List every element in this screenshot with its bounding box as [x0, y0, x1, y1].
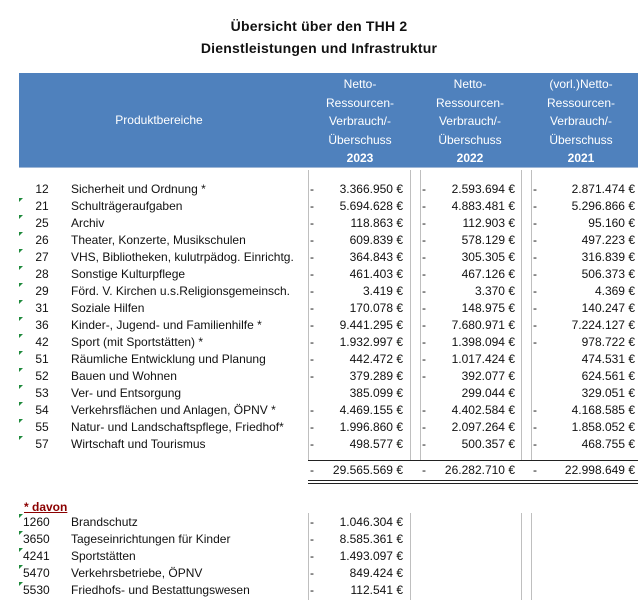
table-row	[0, 266, 638, 283]
value-2023: 1.932.997 €	[339, 335, 403, 349]
dash: -	[310, 463, 314, 477]
row-name: Brandschutz	[71, 515, 138, 529]
value-2022: 299.044 €	[461, 386, 515, 400]
table-row	[0, 351, 638, 368]
dash: -	[422, 182, 426, 196]
header-line: Netto-	[343, 77, 377, 91]
header-year: 2022	[456, 151, 484, 165]
table-row	[0, 232, 638, 249]
row-number: 42	[35, 335, 49, 349]
value-2021: 506.373 €	[581, 267, 635, 281]
davon-row	[0, 565, 638, 582]
total-top-rule	[308, 460, 638, 461]
header-year: 2021	[567, 151, 595, 165]
row-number: 27	[35, 250, 49, 264]
value-2021: 1.858.052 €	[571, 420, 635, 434]
dash: -	[310, 301, 314, 315]
row-number: 54	[35, 403, 49, 417]
dash: -	[422, 318, 426, 332]
table-row	[0, 368, 638, 385]
value-2021: 468.755 €	[581, 437, 635, 451]
dash: -	[310, 532, 314, 546]
total-2022: 26.282.710 €	[444, 463, 515, 477]
table-row	[0, 385, 638, 402]
table-row	[0, 300, 638, 317]
header-col-2022	[411, 75, 529, 168]
value-2023: 609.839 €	[349, 233, 403, 247]
table-row	[0, 249, 638, 266]
header-line: Überschuss	[328, 132, 392, 147]
value-2023: 364.843 €	[349, 250, 403, 264]
davon-value: 1.493.097 €	[339, 549, 403, 563]
value-2022: 305.305 €	[461, 250, 515, 264]
dash: -	[422, 335, 426, 349]
dash: -	[422, 352, 426, 366]
value-2021: 4.369 €	[594, 284, 635, 298]
value-2022: 500.357 €	[461, 437, 515, 451]
dash: -	[533, 420, 537, 434]
row-number: 1260	[23, 515, 50, 529]
dash: -	[310, 182, 314, 196]
dash: -	[533, 250, 537, 264]
davon-value: 112.541 €	[350, 583, 403, 597]
row-name: Verkehrsbetriebe, ÖPNV	[71, 566, 203, 580]
header-line: Überschuss	[549, 132, 613, 147]
dash: -	[310, 549, 314, 563]
table-row	[0, 283, 638, 300]
table-row	[0, 198, 638, 215]
row-number: 52	[35, 369, 49, 383]
value-2021: 4.168.585 €	[571, 403, 635, 417]
dash: -	[422, 233, 426, 247]
table-header	[19, 73, 638, 167]
row-number: 29	[35, 284, 49, 298]
value-2021: 978.722 €	[581, 335, 635, 349]
value-2023: 3.366.950 €	[339, 182, 403, 196]
dash: -	[310, 318, 314, 332]
dash: -	[533, 403, 537, 417]
davon-row	[0, 548, 638, 565]
davon-value: 849.424 €	[349, 566, 403, 580]
dash: -	[422, 284, 426, 298]
header-produktbereiche: Produktbereiche	[115, 113, 203, 127]
value-2021: 5.296.866 €	[571, 199, 635, 213]
value-2022: 1.017.424 €	[451, 352, 515, 366]
value-2023: 5.694.628 €	[339, 199, 403, 213]
row-name: Soziale Hilfen	[71, 301, 145, 315]
table-row	[0, 215, 638, 232]
value-2023: 170.078 €	[349, 301, 403, 315]
row-number: 57	[35, 437, 49, 451]
davon-row	[0, 514, 638, 531]
table-row	[0, 181, 638, 198]
dash: -	[310, 284, 314, 298]
dash: -	[310, 515, 314, 529]
dash: -	[533, 182, 537, 196]
dash: -	[310, 403, 314, 417]
dash: -	[422, 437, 426, 451]
total-double-rule	[308, 483, 638, 484]
value-2022: 3.370 €	[474, 284, 515, 298]
dash: -	[310, 583, 314, 597]
row-name: Tageseinrichtungen für Kinder	[71, 532, 231, 546]
row-name: Theater, Konzerte, Musikschulen	[71, 233, 246, 247]
row-name: Sportstätten	[71, 549, 136, 563]
row-number: 53	[35, 386, 49, 400]
header-line: Netto-	[453, 77, 487, 91]
total-double-rule	[308, 480, 638, 481]
page-title: Übersicht über den THH 2	[230, 18, 408, 34]
value-2023: 379.289 €	[349, 369, 403, 383]
row-number: 36	[35, 318, 49, 332]
row-number: 31	[35, 301, 49, 315]
dash: -	[422, 216, 426, 230]
dash: -	[533, 284, 537, 298]
dash: -	[533, 437, 537, 451]
value-2023: 461.403 €	[349, 267, 403, 281]
dash: -	[533, 267, 537, 281]
row-name: Natur- und Landschaftspflege, Friedhof*	[71, 420, 284, 434]
row-number: 5470	[23, 566, 50, 580]
dash: -	[533, 335, 537, 349]
value-2022: 4.883.481 €	[451, 199, 515, 213]
value-2021: 474.531 €	[581, 352, 635, 366]
value-2023: 385.099 €	[349, 386, 403, 400]
dash: -	[422, 267, 426, 281]
dash: -	[310, 216, 314, 230]
value-2021: 316.839 €	[581, 250, 635, 264]
header-col-2023	[301, 75, 419, 168]
row-name: Sport (mit Sportstätten) *	[71, 335, 204, 349]
row-name: Friedhofs- und Bestattungswesen	[71, 583, 250, 597]
dash: -	[533, 199, 537, 213]
row-name: Räumliche Entwicklung und Planung	[71, 352, 266, 366]
row-number: 4241	[23, 549, 50, 563]
value-2021: 329.051 €	[581, 386, 635, 400]
value-2022: 467.126 €	[461, 267, 515, 281]
dash: -	[310, 566, 314, 580]
header-col-2021	[522, 75, 638, 168]
row-name: Sonstige Kulturpflege	[71, 267, 186, 281]
table-row	[0, 402, 638, 419]
header-line: Überschuss	[438, 132, 502, 147]
value-2021: 624.561 €	[581, 369, 635, 383]
value-2022: 2.593.694 €	[451, 182, 515, 196]
value-2023: 9.441.295 €	[339, 318, 403, 332]
value-2023: 3.419 €	[362, 284, 403, 298]
header-rule	[19, 167, 638, 168]
dash: -	[310, 437, 314, 451]
row-number: 3650	[23, 532, 50, 546]
davon-row	[0, 531, 638, 548]
page-subtitle: Dienstleistungen und Infrastruktur	[200, 40, 438, 56]
table-row	[0, 334, 638, 351]
value-2022: 578.129 €	[461, 233, 515, 247]
dash: -	[310, 233, 314, 247]
dash: -	[422, 403, 426, 417]
header-line: Verbrauch/-	[438, 114, 502, 128]
header-line: Ressourcen-	[325, 95, 395, 110]
row-number: 21	[35, 199, 49, 213]
value-2023: 4.469.155 €	[339, 403, 403, 417]
value-2022: 2.097.264 €	[451, 420, 515, 434]
row-number: 28	[35, 267, 49, 281]
header-line: Ressourcen-	[435, 95, 505, 110]
row-number: 12	[35, 182, 49, 196]
value-2023: 118.863 €	[350, 216, 403, 230]
value-2022: 112.903 €	[462, 216, 515, 230]
dash: -	[422, 420, 426, 434]
dash: -	[422, 301, 426, 315]
davon-value: 1.046.304 €	[339, 515, 403, 529]
value-2023: 442.472 €	[349, 352, 403, 366]
value-2021: 7.224.127 €	[571, 318, 635, 332]
row-name: Förd. V. Kirchen u.s.Religionsgemeinsch.	[71, 284, 290, 298]
row-name: Schulträgeraufgaben	[71, 199, 183, 213]
header-line: (vorl.)Netto-	[549, 77, 613, 91]
row-name: Wirtschaft und Tourismus	[71, 437, 206, 451]
dash: -	[310, 250, 314, 264]
row-name: Verkehrsflächen und Anlagen, ÖPNV *	[71, 403, 276, 417]
row-name: Kinder-, Jugend- und Familienhilfe *	[71, 318, 262, 332]
value-2021: 497.223 €	[581, 233, 635, 247]
dash: -	[310, 335, 314, 349]
table-row	[0, 419, 638, 436]
value-2022: 392.077 €	[461, 369, 515, 383]
dash: -	[310, 352, 314, 366]
header-year: 2023	[346, 151, 374, 165]
table-row	[0, 317, 638, 334]
dash: -	[422, 250, 426, 264]
row-name: Ver- und Entsorgung	[71, 386, 182, 400]
value-2022: 1.398.094 €	[451, 335, 515, 349]
dash: -	[533, 318, 537, 332]
value-2023: 1.996.860 €	[339, 420, 403, 434]
header-line: Verbrauch/-	[328, 114, 392, 128]
value-2022: 4.402.584 €	[451, 403, 515, 417]
row-number: 26	[35, 233, 49, 247]
row-number: 55	[35, 420, 49, 434]
dash: -	[422, 463, 426, 477]
value-2022: 148.975 €	[461, 301, 515, 315]
table-row	[0, 436, 638, 453]
total-row	[0, 462, 638, 479]
value-2021: 140.247 €	[581, 301, 635, 315]
dash: -	[310, 267, 314, 281]
value-2021: 95.160 €	[588, 216, 635, 230]
dash: -	[533, 233, 537, 247]
row-name: Bauen und Wohnen	[71, 369, 177, 383]
dash: -	[533, 301, 537, 315]
dash: -	[422, 199, 426, 213]
row-number: 25	[35, 216, 49, 230]
davon-row	[0, 582, 638, 599]
row-number: 5530	[23, 583, 50, 597]
dash: -	[533, 216, 537, 230]
dash: -	[310, 199, 314, 213]
davon-heading: * davon	[24, 500, 68, 514]
value-2023: 498.577 €	[349, 437, 403, 451]
dash: -	[310, 369, 314, 383]
row-name: VHS, Bibliotheken, kulutrpädog. Einrichtg.	[71, 250, 294, 264]
dash: -	[422, 369, 426, 383]
dash: -	[310, 420, 314, 434]
davon-value: 8.585.361 €	[339, 532, 403, 546]
total-2023: 29.565.569 €	[332, 463, 403, 477]
value-2022: 7.680.971 €	[451, 318, 515, 332]
row-number: 51	[35, 352, 49, 366]
dash: -	[533, 463, 537, 477]
row-name: Sicherheit und Ordnung *	[71, 182, 206, 196]
total-2021: 22.998.649 €	[564, 463, 635, 477]
value-2021: 2.871.474 €	[571, 182, 635, 196]
row-name: Archiv	[71, 216, 105, 230]
header-line: Verbrauch/-	[549, 114, 613, 128]
header-line: Ressourcen-	[546, 95, 616, 110]
